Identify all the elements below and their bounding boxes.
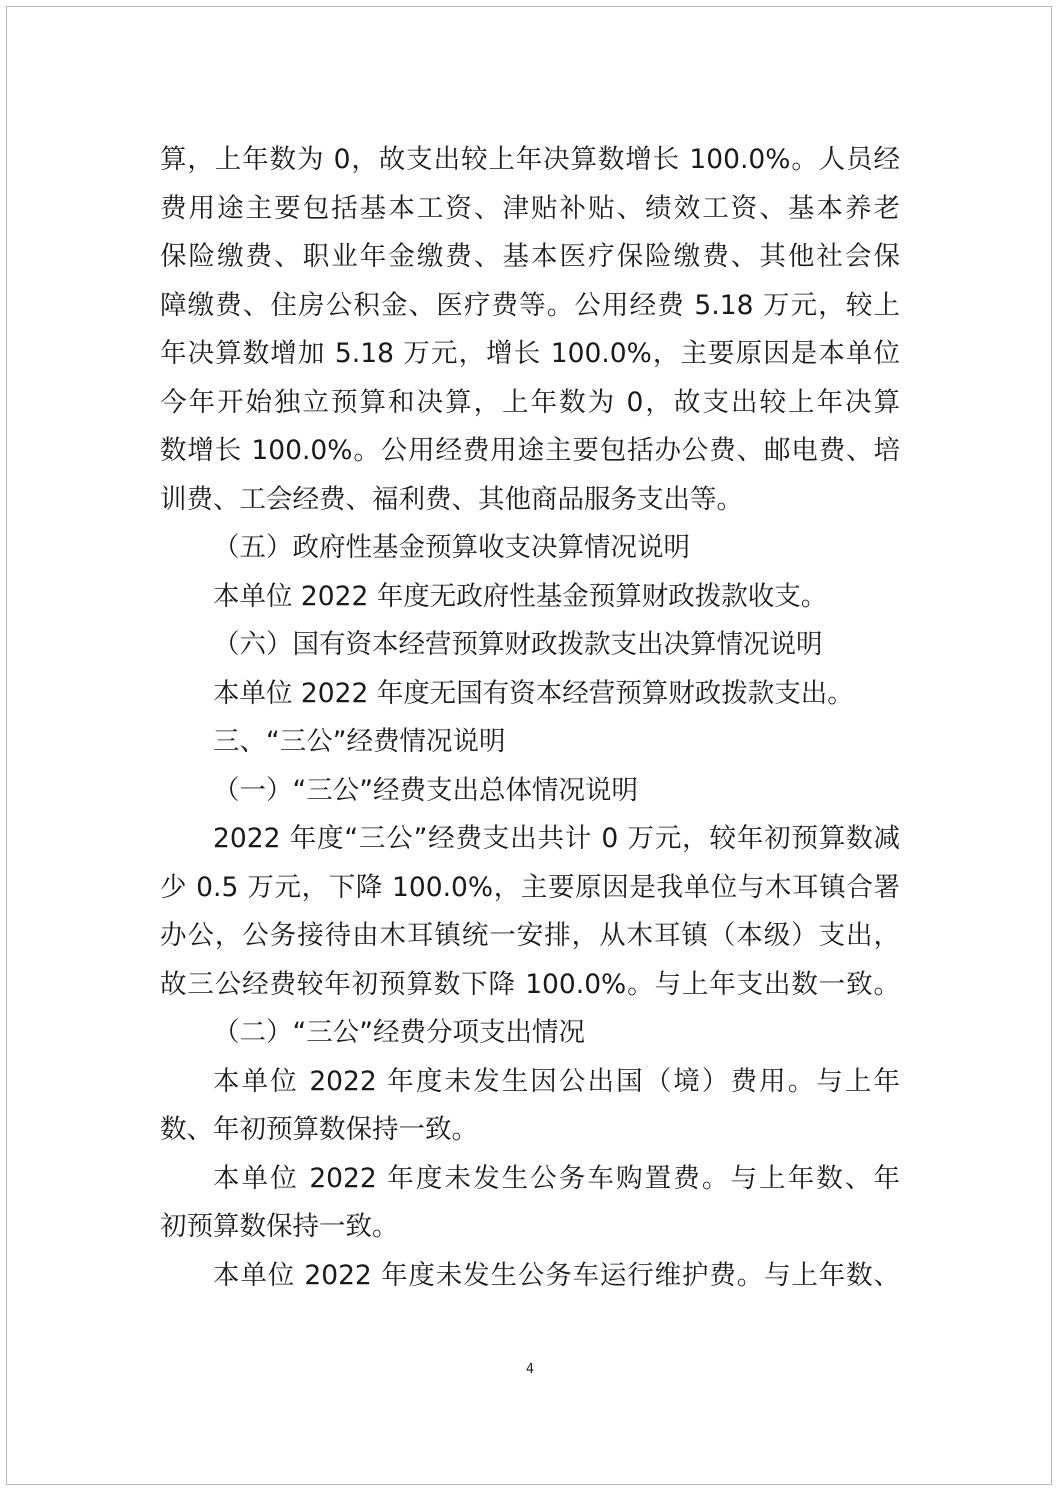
body-line-6: 今年开始独立预算和决算，上年数为 0，故支出较上年决算: [160, 386, 900, 418]
body-line-4: 障缴费、住房公积金、医疗费等。公用经费 5.18 万元，较上: [160, 289, 900, 321]
body-line-fund-budget: 本单位 2022 年度无政府性基金预算财政拨款收支。: [213, 580, 828, 612]
body-line-state-capital: 本单位 2022 年度无国有资本经营预算财政拨款支出。: [213, 677, 854, 709]
chapter-heading-three-public: 三、“三公”经费情况说明: [213, 726, 506, 757]
body-line-abroad-2: 数、年初预算数保持一致。: [160, 1114, 478, 1145]
body-line-1: 算，上年数为 0，故支出较上年决算数增长 100.0%。人员经: [160, 144, 900, 175]
body-line-overall-3: 办公，公务接待由木耳镇统一安排，从木耳镇（本级）支出，: [160, 920, 900, 951]
section-heading-fund-budget: （五）政府性基金预算收支决算情况说明: [213, 532, 690, 563]
section-heading-overall: （一）“三公”经费支出总体情况说明: [213, 774, 638, 806]
document-body: [160, 136, 900, 1300]
body-line-2: 费用途主要包括基本工资、津贴补贴、绩效工资、基本养老: [160, 192, 900, 224]
body-line-5: 年决算数增加 5.18 万元，增长 100.0%，主要原因是本单位: [160, 338, 900, 369]
page-number: 4: [525, 1362, 535, 1377]
body-line-vehicle-purchase-1: 本单位 2022 年度未发生公务车购置费。与上年数、年: [213, 1162, 900, 1194]
body-line-abroad-1: 本单位 2022 年度未发生因公出国（境）费用。与上年: [213, 1065, 900, 1097]
body-line-vehicle-maintenance: 本单位 2022 年度未发生公务车运行维护费。与上年数、: [213, 1259, 900, 1291]
body-line-overall-2: 少 0.5 万元，下降 100.0%，主要原因是我单位与木耳镇合署: [160, 871, 900, 903]
body-line-7: 数增长 100.0%。公用经费用途主要包括办公费、邮电费、培: [160, 435, 900, 466]
body-line-vehicle-purchase-2: 初预算数保持一致。: [160, 1211, 399, 1242]
section-heading-state-capital: （六）国有资本经营预算财政拨款支出决算情况说明: [213, 629, 823, 660]
body-line-overall-4: 故三公经费较年初预算数下降 100.0%。与上年支出数一致。: [160, 968, 900, 1000]
section-heading-itemized: （二）“三公”经费分项支出情况: [213, 1017, 585, 1048]
body-line-overall-1: 2022 年度“三公”经费支出共计 0 万元，较年初预算数减: [213, 823, 900, 854]
body-line-8: 训费、工会经费、福利费、其他商品服务支出等。: [160, 483, 743, 515]
body-line-3: 保险缴费、职业年金缴费、基本医疗保险缴费、其他社会保: [160, 241, 900, 272]
